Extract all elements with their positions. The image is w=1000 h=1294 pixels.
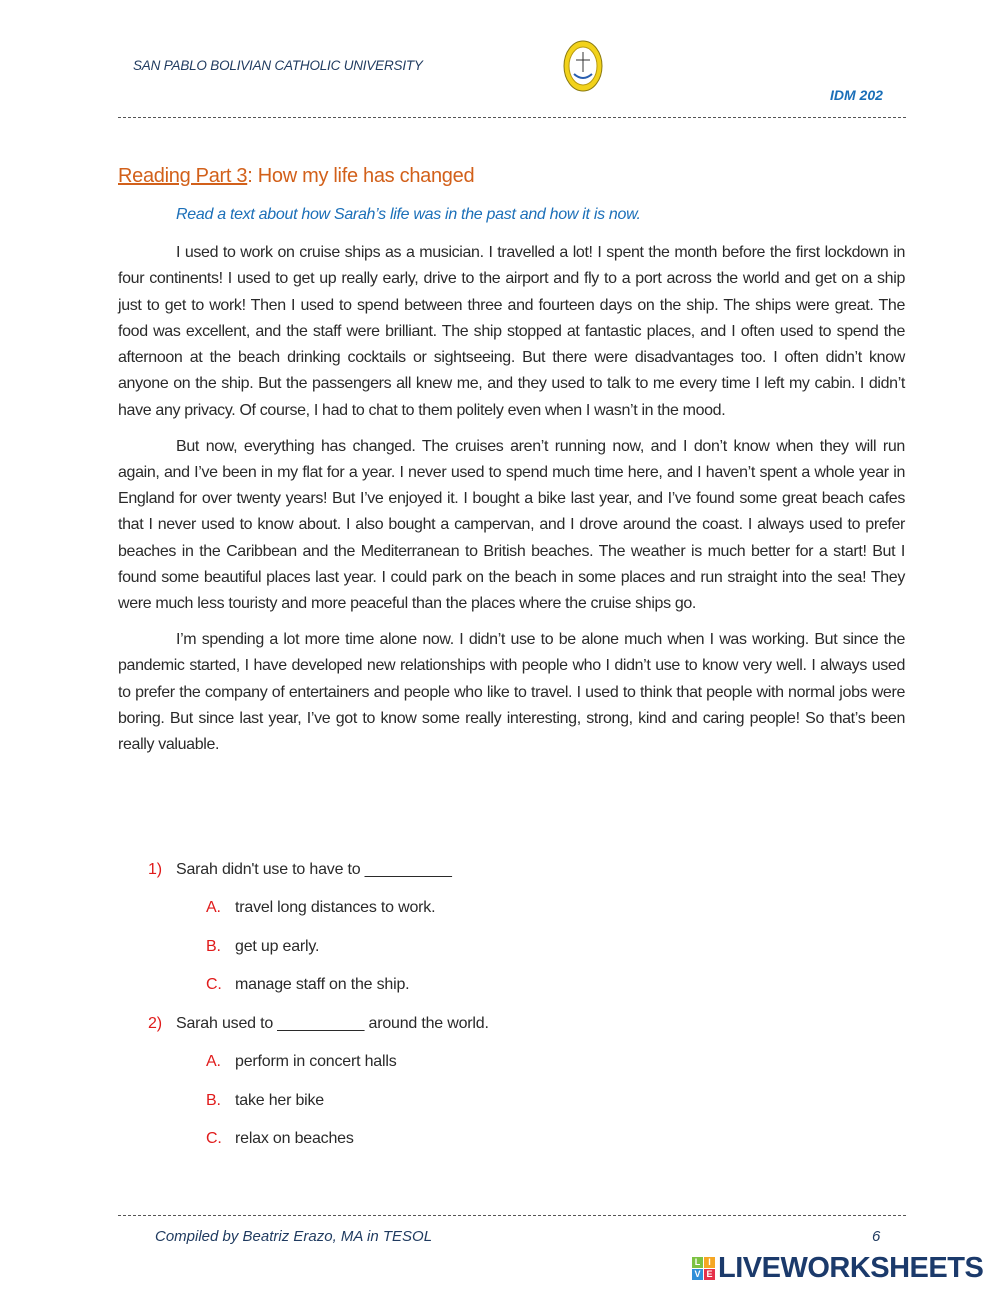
question-text: Sarah used to __________ around the world.: [176, 1015, 489, 1032]
brand-wordmark: LIVEWORKSHEETS: [718, 1252, 984, 1284]
section-title: [118, 165, 474, 188]
option-letter: A.: [206, 1053, 221, 1070]
question-number: 1): [148, 861, 162, 878]
option-letter: C.: [206, 1130, 222, 1147]
option-text: perform in concert halls: [235, 1053, 397, 1070]
university-name: SAN PABLO BOLIVIAN CATHOLIC UNIVERSITY: [133, 58, 423, 73]
question-text: Sarah didn't use to have to __________: [176, 861, 452, 878]
reading-text: [118, 240, 905, 768]
instruction: Read a text about how Sarah’s life was in the past and how it is now.: [176, 206, 641, 223]
university-seal-icon: [563, 40, 603, 92]
footer-divider: [118, 1215, 906, 1216]
option-text: take her bike: [235, 1092, 325, 1109]
option-text: relax on beaches: [235, 1130, 354, 1147]
question-number: 2): [148, 1015, 162, 1032]
paragraph: I used to work on cruise ships as a musician. I travelled a lot! I spent the month before the first lockdown in four continents! I used to get up really early, drive to the airport and fly to a port across the world and get on a ship just to get to work! Then I used to spend between three and fourteen days on the ship. The ships were great. The food was excellent, and the staff were brilliant. The ship stopped at fantastic places, and I often used to spend the afternoon at the beach drinking cocktails or sightseeing. But there were disadvantages too. I often didn’t know anyone on the ship. But the passengers all knew me, and they used to talk to me every time I left my cabin. I didn’t have any privacy. Of course, I had to chat to them politely even when I wasn’t in the mood.: [118, 244, 905, 419]
option-1a[interactable]: [206, 899, 435, 917]
option-letter: C.: [206, 976, 222, 993]
option-2b[interactable]: [206, 1092, 324, 1110]
section-title-text: : How my life has changed: [247, 165, 475, 187]
option-1b[interactable]: [206, 938, 319, 956]
option-letter: A.: [206, 899, 221, 916]
option-2c[interactable]: [206, 1130, 354, 1148]
tile: V: [692, 1269, 703, 1280]
page-number: 6: [872, 1228, 881, 1245]
option-letter: B.: [206, 1092, 221, 1109]
tile: E: [704, 1269, 715, 1280]
option-text: manage staff on the ship.: [235, 976, 410, 993]
liveworksheets-logo[interactable]: [692, 1252, 983, 1285]
header-divider: [118, 117, 906, 118]
tile: I: [704, 1257, 715, 1268]
question-2: [148, 1015, 489, 1033]
course-code: IDM 202: [830, 87, 883, 103]
live-tiles-icon: [692, 1257, 715, 1280]
paragraph: I’m spending a lot more time alone now. I didn’t use to be alone much when I was working. But since the pandemic started, I have developed new relationships with people who I didn’t use to know very well. I always used to prefer the company of entertainers and people who like to travel. I used to think that people with normal jobs were boring. But since last year, I’ve got to know some really interesting, strong, kind and caring people! So that’s been really valuable.: [118, 631, 905, 754]
option-text: get up early.: [235, 938, 320, 955]
paragraph: But now, everything has changed. The cruises aren’t running now, and I don’t know when they will run again, and I’ve been in my flat for a year. I never used to spend much time here, and I haven’t spent a whole year in England for over twenty years! But I’ve enjoyed it. I bought a bike last year, and I’ve found some great beach cafes that I never used to know about. I also bought a campervan, and I drove around the coast. I always used to prefer beaches in the Caribbean and the Mediterranean to British beaches. The weather is much better for a start! But I found some beautiful places last year. I could park on the beach in some places and run straight into the sea! They were much less touristy and more peaceful than the places where the cruise ships go.: [118, 437, 905, 613]
section-part-label: Reading Part 3: [118, 165, 248, 187]
tile: L: [692, 1257, 703, 1268]
footer-credit: Compiled by Beatriz Erazo, MA in TESOL: [155, 1228, 433, 1245]
option-2a[interactable]: [206, 1053, 397, 1071]
option-text: travel long distances to work.: [235, 899, 436, 916]
question-1: [148, 861, 452, 879]
option-1c[interactable]: [206, 976, 409, 994]
option-letter: B.: [206, 938, 221, 955]
